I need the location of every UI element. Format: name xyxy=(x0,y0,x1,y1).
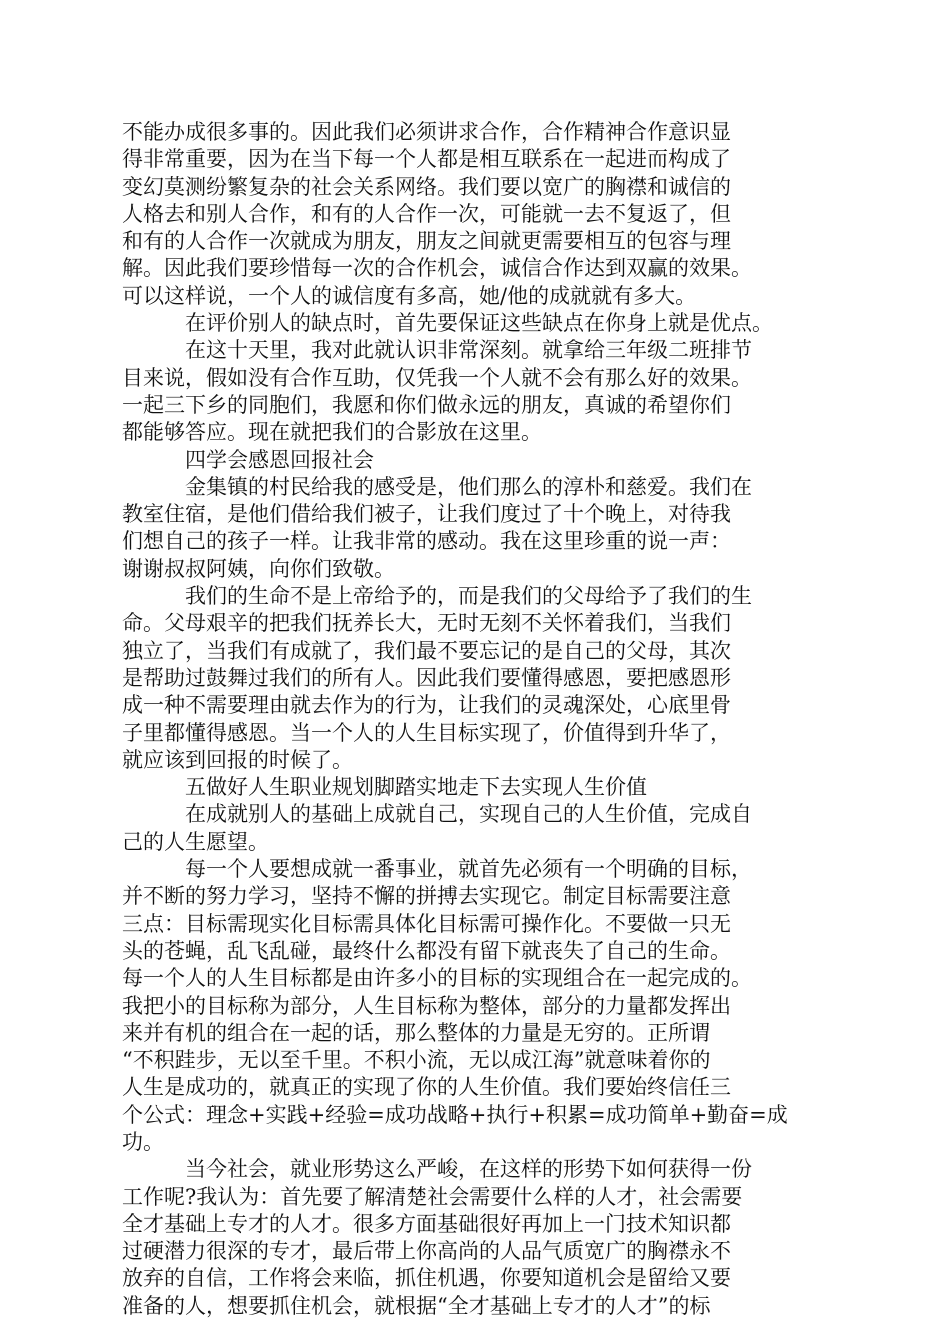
text-line: 命。父母艰辛的把我们抚养长大，无时无刻不关怀着我们，当我们 xyxy=(122,611,731,636)
text-line: 放弃的自信，工作将会来临，抓住机遇，你要知道机会是留给又要 xyxy=(122,1266,731,1291)
text-line: 当今社会，就业形势这么严峻，在这样的形势下如何获得一份 xyxy=(185,1157,752,1182)
text-line: 三点：目标需现实化目标需具体化目标需可操作化。不要做一只无 xyxy=(122,911,731,936)
text-line: 我们的生命不是上帝给予的，而是我们的父母给予了我们的生 xyxy=(185,584,752,609)
text-line: 头的苍蝇，乱飞乱碰，最终什么都没有留下就丧失了自己的生命。 xyxy=(122,938,731,963)
text-line: 并不断的努力学习，坚持不懈的拼搏去实现它。制定目标需要注意 xyxy=(122,884,731,909)
text-line: 解。因此我们要珍惜每一次的合作机会，诚信合作达到双赢的效果。 xyxy=(122,256,752,281)
text-line: 们想自己的孩子一样。让我非常的感动。我在这里珍重的说一声： xyxy=(122,529,731,554)
text-line: 谢谢叔叔阿姨，向你们致敬。 xyxy=(122,556,395,581)
text-line: “不积跬步，无以至千里。不积小流，无以成江海”就意味着你的 xyxy=(122,1048,711,1073)
text-line: 在这十天里，我对此就认识非常深刻。就拿给三年级二班排节 xyxy=(185,338,752,363)
text-line: 独立了，当我们有成就了，我们最不要忘记的是自己的父母，其次 xyxy=(122,638,731,663)
text-line: 人格去和别人合作，和有的人合作一次，可能就一去不复返了，但 xyxy=(122,201,731,226)
text-line: 得非常重要，因为在当下每一个人都是相互联系在一起进而构成了 xyxy=(122,147,731,172)
text-line: 金集镇的村民给我的感受是，他们那么的淳朴和慈爱。我们在 xyxy=(185,474,752,499)
text-line: 成一种不需要理由就去作为的行为，让我们的灵魂深处，心底里骨 xyxy=(122,693,731,718)
text-line: 不能办成很多事的。因此我们必须讲求合作，合作精神合作意识显 xyxy=(122,120,731,144)
document-body xyxy=(122,119,828,1320)
text-line: 在评价别人的缺点时，首先要保证这些缺点在你身上就是优点。 xyxy=(185,311,773,336)
text-line: 目来说，假如没有合作互助，仅凭我一个人就不会有那么好的效果。 xyxy=(122,365,752,390)
text-line: 变幻莫测纷繁复杂的社会关系网络。我们要以宽广的胸襟和诚信的 xyxy=(122,174,731,199)
text-line: 可以这样说，一个人的诚信度有多高，她/他的成就就有多大。 xyxy=(122,283,697,308)
text-line: 人生是成功的，就真正的实现了你的人生价值。我们要始终信任三 xyxy=(122,1075,731,1100)
text-line: 和有的人合作一次就成为朋友，朋友之间就更需要相互的包容与理 xyxy=(122,229,731,254)
text-line: 一起三下乡的同胞们，我愿和你们做永远的朋友，真诚的希望你们 xyxy=(122,392,731,417)
text-line: 子里都懂得感恩。当一个人的人生目标实现了，价值得到升华了， xyxy=(122,720,731,745)
text-line: 准备的人，想要抓住机会，就根据“全才基础上专才的人才”的标 xyxy=(122,1293,711,1318)
text-line: 来并有机的组合在一起的话，那么整体的力量是无穷的。正所谓 xyxy=(122,1020,710,1045)
text-line: 工作呢?我认为：首先要了解清楚社会需要什么样的人才，社会需要 xyxy=(122,1184,743,1209)
text-line: 都能够答应。现在就把我们的合影放在这里。 xyxy=(122,420,542,445)
text-line: 教室住宿，是他们借给我们被子，让我们度过了十个晚上，对待我 xyxy=(122,502,731,527)
text-line: 每一个人的人生目标都是由许多小的目标的实现组合在一起完成的。 xyxy=(122,966,752,991)
text-line: 全才基础上专才的人才。很多方面基础很好再加上一门技术知识都 xyxy=(122,1211,731,1236)
text-line: 个公式：理念+实践+经验=成功战略+执行+积累=成功简单+勤奋=成 xyxy=(122,1102,788,1127)
text-line: 在成就别人的基础上成就自己，实现自己的人生价值，完成自 xyxy=(185,802,752,827)
text-line: 己的人生愿望。 xyxy=(122,829,269,854)
text-line: 过硬潜力很深的专才，最后带上你高尚的人品气质宽广的胸襟永不 xyxy=(122,1239,731,1264)
text-line: 就应该到回报的时候了。 xyxy=(122,747,353,772)
text-line: 每一个人要想成就一番事业，就首先必须有一个明确的目标， xyxy=(185,857,752,882)
text-line: 功。 xyxy=(122,1129,164,1154)
text-line: 四学会感恩回报社会 xyxy=(185,447,374,472)
text-line: 是帮助过鼓舞过我们的所有人。因此我们要懂得感恩，要把感恩形 xyxy=(122,665,731,690)
text-line: 我把小的目标称为部分，人生目标称为整体，部分的力量都发挥出 xyxy=(122,993,731,1018)
text-line: 五做好人生职业规划脚踏实地走下去实现人生价值 xyxy=(185,775,647,800)
